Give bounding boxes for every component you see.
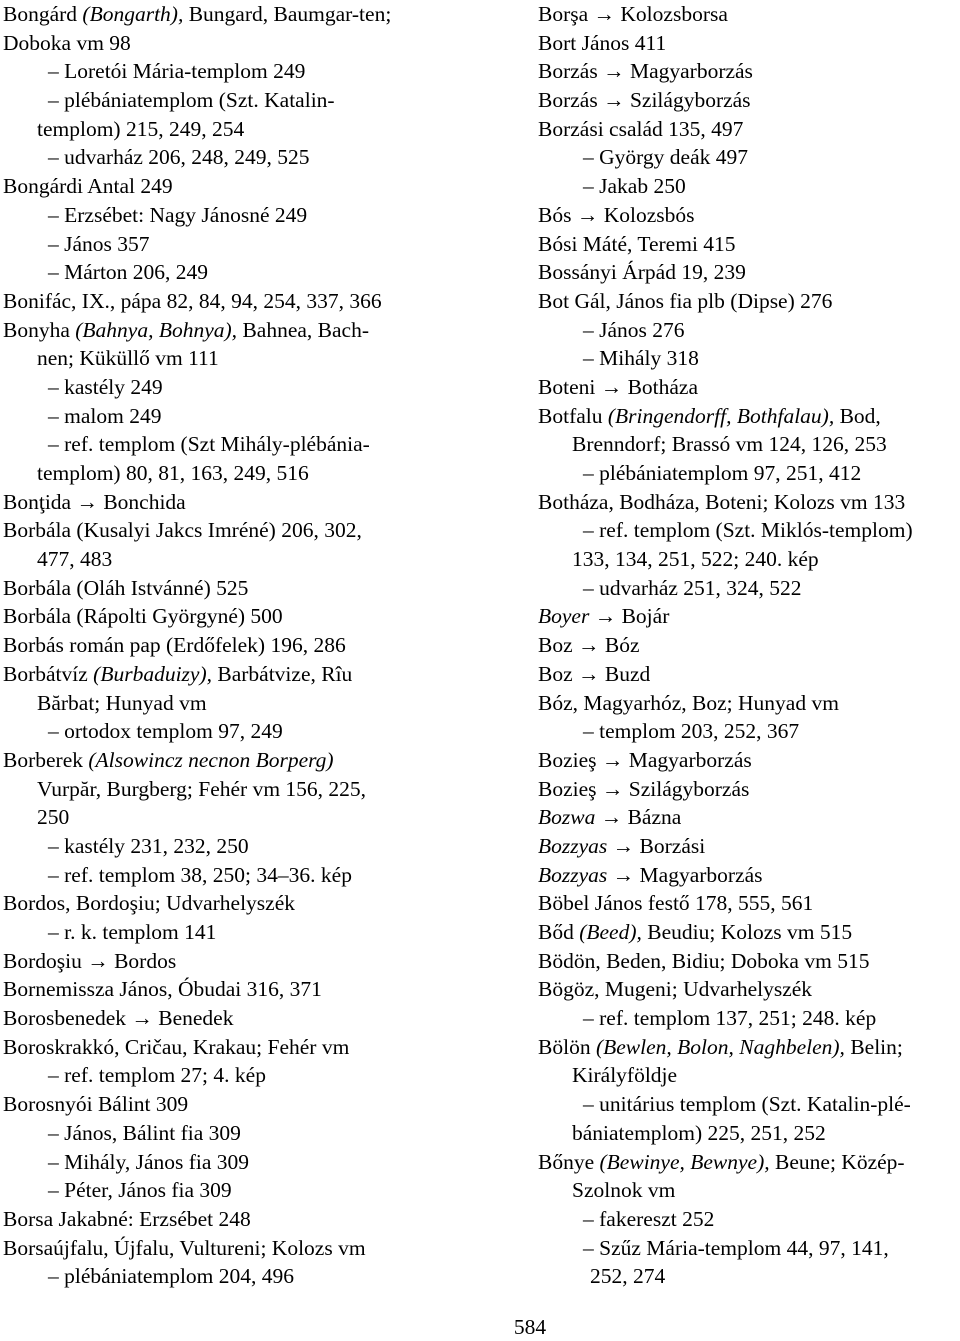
index-text: Bărbat; Hunyad vm bbox=[37, 690, 207, 715]
index-line bbox=[538, 1061, 958, 1090]
index-text: – kastély 231, 232, 250 bbox=[48, 833, 249, 858]
index-line bbox=[3, 631, 465, 660]
index-line bbox=[3, 1262, 465, 1291]
index-line bbox=[3, 373, 465, 402]
index-line bbox=[3, 1033, 465, 1062]
index-text: Bort János 411 bbox=[538, 30, 667, 55]
index-text: Brenndorf; Brassó vm 124, 126, 253 bbox=[572, 432, 887, 457]
index-line bbox=[538, 344, 958, 373]
index-text: – templom 203, 252, 367 bbox=[583, 719, 800, 744]
index-line bbox=[3, 316, 465, 345]
index-text: Borbála (Rápolti Györgyné) 500 bbox=[3, 604, 283, 629]
index-line bbox=[3, 918, 465, 947]
index-line bbox=[3, 344, 465, 373]
index-line bbox=[538, 143, 958, 172]
index-text: – udvarház 206, 248, 249, 525 bbox=[48, 145, 310, 170]
index-line bbox=[538, 172, 958, 201]
index-line bbox=[3, 488, 465, 517]
index-line bbox=[538, 459, 958, 488]
index-text: – János, Bálint fia 309 bbox=[48, 1120, 241, 1145]
index-line bbox=[3, 545, 465, 574]
index-text: Bahnea, Bach- bbox=[237, 317, 369, 342]
index-text: – malom 249 bbox=[48, 403, 162, 428]
index-line bbox=[538, 258, 958, 287]
index-text: Bölön bbox=[538, 1034, 596, 1059]
index-italic-text: Bozwa bbox=[538, 805, 596, 830]
index-line bbox=[3, 832, 465, 861]
index-text: Bungard, Baumgar-ten; bbox=[183, 2, 392, 26]
index-text: Borosnyói Bálint 309 bbox=[3, 1092, 189, 1117]
index-text: → Magyarborzás bbox=[607, 862, 763, 887]
index-text: Borosbenedek → Benedek bbox=[3, 1006, 234, 1031]
index-text: Borzás → Szilágyborzás bbox=[538, 88, 751, 113]
index-text: – Loretói Mária-templom 249 bbox=[48, 59, 306, 84]
index-line bbox=[3, 861, 465, 890]
index-text: Bonţida → Bonchida bbox=[3, 489, 186, 514]
index-italic-text: (Burbaduizy), bbox=[93, 661, 212, 686]
index-text: – Péter, János fia 309 bbox=[48, 1178, 232, 1203]
index-text: bániatemplom) 225, 251, 252 bbox=[572, 1120, 826, 1145]
index-text: – plébániatemplom (Szt. Katalin- bbox=[48, 88, 335, 113]
index-text: Bögöz, Mugeni; Udvarhelyszék bbox=[538, 977, 813, 1002]
index-text: → Borzási bbox=[607, 833, 706, 858]
index-text: nen; Küküllő vm 111 bbox=[37, 346, 219, 371]
index-text: – plébániatemplom 204, 496 bbox=[48, 1264, 295, 1289]
index-column-left bbox=[3, 0, 465, 1291]
index-text: Bod, bbox=[834, 403, 881, 428]
index-text: Bós → Kolozsbós bbox=[538, 202, 695, 227]
index-text: Bödön, Beden, Bidiu; Doboka vm 515 bbox=[538, 948, 870, 973]
index-line bbox=[538, 803, 958, 832]
index-text: Bornemissza János, Óbudai 316, 371 bbox=[3, 977, 322, 1002]
index-text: – plébániatemplom 97, 251, 412 bbox=[583, 461, 862, 485]
index-text: Beudiu; Kolozs vm 515 bbox=[641, 920, 853, 944]
index-line bbox=[3, 86, 465, 115]
index-line bbox=[3, 29, 465, 58]
index-text: Borberek bbox=[3, 747, 89, 772]
index-text: Barbátvize, Rîu bbox=[212, 661, 353, 686]
index-text: Borsaújfalu, Újfalu, Vultureni; Kolozs vm bbox=[3, 1235, 366, 1260]
index-column-right bbox=[538, 0, 958, 1291]
index-line bbox=[538, 373, 958, 402]
index-line bbox=[3, 1234, 465, 1263]
index-line bbox=[3, 143, 465, 172]
index-text: Bordos, Bordoşiu; Udvarhelyszék bbox=[3, 891, 296, 916]
index-line bbox=[538, 545, 958, 574]
index-line bbox=[538, 1119, 958, 1148]
index-line bbox=[538, 0, 958, 29]
index-line bbox=[538, 1090, 958, 1119]
index-line bbox=[538, 516, 958, 545]
index-line bbox=[538, 1262, 958, 1291]
index-line bbox=[538, 1004, 958, 1033]
index-text: 133, 134, 251, 522; 240. kép bbox=[572, 547, 819, 572]
index-line bbox=[538, 631, 958, 660]
index-text: Belin; bbox=[844, 1034, 903, 1059]
index-text: Bósi Máté, Teremi 415 bbox=[538, 231, 736, 256]
index-text: Botfalu bbox=[538, 403, 608, 428]
index-text: Boroskrakkó, Cričau, Krakau; Fehér vm bbox=[3, 1034, 350, 1059]
index-text: – Szűz Mária-templom 44, 97, 141, bbox=[583, 1235, 889, 1260]
index-text: – kastély 249 bbox=[48, 374, 163, 399]
index-line bbox=[538, 230, 958, 259]
index-text: Boteni → Botháza bbox=[538, 374, 699, 399]
index-line bbox=[3, 57, 465, 86]
index-text: – ref. templom (Szt Mihály-plébánia- bbox=[48, 432, 370, 457]
index-line bbox=[538, 889, 958, 918]
index-text: – udvarház 251, 324, 522 bbox=[583, 575, 802, 600]
index-text: Doboka vm 98 bbox=[3, 30, 131, 55]
index-line bbox=[3, 1119, 465, 1148]
index-line bbox=[3, 230, 465, 259]
index-text: Borzás → Magyarborzás bbox=[538, 59, 753, 84]
index-line bbox=[3, 746, 465, 775]
index-text: Botháza, Bodháza, Boteni; Kolozs vm 133 bbox=[538, 489, 906, 514]
index-text: Böbel János festő 178, 555, 561 bbox=[538, 891, 814, 916]
index-line bbox=[3, 258, 465, 287]
index-italic-text: Bozzyas bbox=[538, 862, 608, 887]
index-line bbox=[3, 803, 465, 832]
index-italic-text: (Bongarth), bbox=[82, 2, 184, 26]
index-text: – Mihály 318 bbox=[583, 346, 699, 371]
index-line bbox=[3, 516, 465, 545]
index-text: Borbála (Oláh Istvánné) 525 bbox=[3, 575, 249, 600]
index-line bbox=[3, 1090, 465, 1119]
index-italic-text: (Bewinye, Bewnye), bbox=[599, 1149, 770, 1174]
index-line bbox=[538, 402, 958, 431]
index-text: 252, 274 bbox=[590, 1264, 666, 1289]
index-line bbox=[538, 660, 958, 689]
index-text: → Bázna bbox=[595, 805, 682, 830]
index-line bbox=[538, 918, 958, 947]
index-line bbox=[538, 975, 958, 1004]
index-text: Bőd bbox=[538, 920, 580, 944]
index-line bbox=[3, 172, 465, 201]
index-italic-text: (Bringendorff, Bothfalau), bbox=[607, 403, 835, 428]
index-text: Bossányi Árpád 19, 239 bbox=[538, 260, 746, 285]
index-text: Bordoşiu → Bordos bbox=[3, 948, 177, 973]
index-line bbox=[3, 689, 465, 718]
index-text: templom) 80, 81, 163, 249, 516 bbox=[37, 461, 309, 485]
index-text: – Márton 206, 249 bbox=[48, 260, 209, 285]
index-line bbox=[538, 574, 958, 603]
index-text: Borsa Jakabné: Erzsébet 248 bbox=[3, 1206, 251, 1231]
index-line bbox=[3, 947, 465, 976]
index-text: – Jakab 250 bbox=[583, 174, 686, 199]
index-text: 250 bbox=[37, 805, 70, 830]
index-line bbox=[3, 1148, 465, 1177]
index-line bbox=[3, 430, 465, 459]
index-text: – ortodox templom 97, 249 bbox=[48, 719, 283, 744]
index-line bbox=[3, 574, 465, 603]
index-line bbox=[538, 1176, 958, 1205]
index-line bbox=[3, 1205, 465, 1234]
index-text: – Erzsébet: Nagy Jánosné 249 bbox=[48, 202, 308, 227]
index-line bbox=[3, 889, 465, 918]
index-line bbox=[538, 1148, 958, 1177]
index-line bbox=[3, 1061, 465, 1090]
index-line bbox=[538, 488, 958, 517]
index-text: Borbátvíz bbox=[3, 661, 94, 686]
index-line bbox=[538, 57, 958, 86]
index-italic-text: (Beed), bbox=[579, 920, 642, 944]
index-line bbox=[3, 975, 465, 1004]
index-text: – ref. templom 27; 4. kép bbox=[48, 1063, 266, 1088]
index-line bbox=[538, 115, 958, 144]
index-text: – ref. templom (Szt. Miklós-templom) bbox=[583, 518, 913, 543]
index-text: Bonifác, IX., pápa 82, 84, 94, 254, 337, 366 bbox=[3, 288, 382, 313]
index-text: Bozieş → Szilágyborzás bbox=[538, 776, 750, 801]
index-text: Borbás román pap (Erdőfelek) 196, 286 bbox=[3, 633, 346, 658]
index-line bbox=[3, 1004, 465, 1033]
index-italic-text: (Alsowincz necnon Borperg) bbox=[88, 747, 334, 772]
index-italic-text: Bozzyas bbox=[538, 833, 608, 858]
index-line bbox=[3, 775, 465, 804]
index-italic-text: (Bahnya, Bohnya), bbox=[75, 317, 238, 342]
index-line bbox=[3, 660, 465, 689]
index-line bbox=[538, 602, 958, 631]
index-text: – György deák 497 bbox=[583, 145, 749, 170]
index-text: Bőnye bbox=[538, 1149, 600, 1174]
index-line bbox=[538, 689, 958, 718]
index-line bbox=[3, 1176, 465, 1205]
index-line bbox=[538, 287, 958, 316]
page-number: 584 bbox=[513, 1315, 547, 1339]
index-line bbox=[538, 1033, 958, 1062]
index-text: Boz → Buzd bbox=[538, 661, 651, 686]
index-text: Borbála (Kusalyi Jakcs Imréné) 206, 302, bbox=[3, 518, 362, 543]
index-line bbox=[538, 201, 958, 230]
index-line bbox=[538, 430, 958, 459]
index-line bbox=[3, 201, 465, 230]
index-line bbox=[538, 832, 958, 861]
index-text: Bongárd bbox=[3, 2, 83, 26]
index-text: Bongárdi Antal 249 bbox=[3, 174, 173, 199]
index-italic-text: Boyer bbox=[538, 604, 590, 629]
index-line bbox=[538, 86, 958, 115]
index-text: → Bojár bbox=[589, 604, 670, 629]
index-text: 477, 483 bbox=[37, 547, 113, 572]
index-line bbox=[538, 861, 958, 890]
index-text: – Mihály, János fia 309 bbox=[48, 1149, 250, 1174]
index-text: Bozieş → Magyarborzás bbox=[538, 747, 752, 772]
index-line bbox=[3, 602, 465, 631]
index-line bbox=[538, 775, 958, 804]
index-line bbox=[3, 402, 465, 431]
index-line bbox=[3, 459, 465, 488]
index-line bbox=[538, 947, 958, 976]
index-line bbox=[538, 316, 958, 345]
index-text: – r. k. templom 141 bbox=[48, 920, 217, 944]
index-text: Borzási család 135, 497 bbox=[538, 116, 744, 141]
index-line bbox=[3, 717, 465, 746]
index-line bbox=[538, 746, 958, 775]
index-text: – ref. templom 38, 250; 34–36. kép bbox=[48, 862, 352, 887]
index-text: – ref. templom 137, 251; 248. kép bbox=[583, 1006, 877, 1031]
index-italic-text: (Bewlen, Bolon, Naghbelen), bbox=[595, 1034, 845, 1059]
index-line bbox=[3, 115, 465, 144]
index-text: Királyföldje bbox=[572, 1063, 678, 1088]
index-text: – fakereszt 252 bbox=[583, 1206, 715, 1231]
index-line bbox=[538, 717, 958, 746]
index-text: templom) 215, 249, 254 bbox=[37, 116, 245, 141]
index-line bbox=[3, 287, 465, 316]
index-text: Vurpăr, Burgberg; Fehér vm 156, 225, bbox=[37, 776, 367, 801]
index-line bbox=[538, 29, 958, 58]
index-text: – János 276 bbox=[583, 317, 685, 342]
index-text: – János 357 bbox=[48, 231, 150, 256]
index-text: Szolnok vm bbox=[572, 1178, 676, 1203]
index-text: Bot Gál, János fia plb (Dipse) 276 bbox=[538, 288, 833, 313]
index-text: – unitárius templom (Szt. Katalin-plé- bbox=[583, 1092, 911, 1117]
index-text: Beune; Közép- bbox=[769, 1149, 905, 1174]
index-text: Borşa → Kolozsborsa bbox=[538, 2, 728, 26]
index-line bbox=[3, 0, 465, 29]
index-line bbox=[538, 1234, 958, 1263]
index-line bbox=[538, 1205, 958, 1234]
index-text: Boz → Bóz bbox=[538, 633, 640, 658]
index-text: Bóz, Magyarhóz, Boz; Hunyad vm bbox=[538, 690, 839, 715]
index-text: Bonyha bbox=[3, 317, 76, 342]
